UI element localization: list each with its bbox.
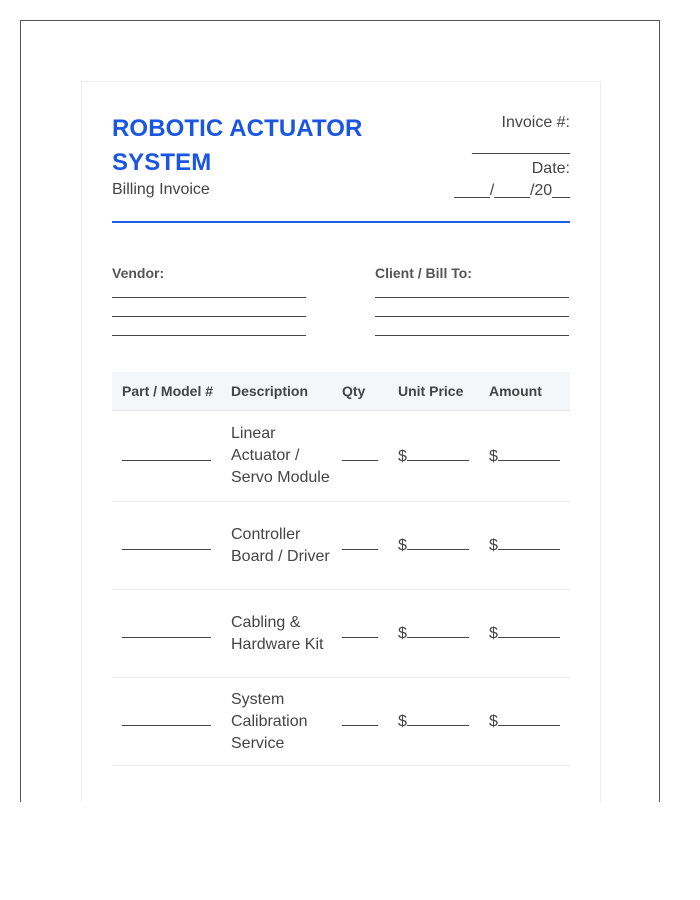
qty-cell <box>332 502 388 590</box>
amount-cell <box>479 411 570 502</box>
column-header: Description <box>221 372 332 411</box>
qty-cell <box>332 411 388 502</box>
description-cell: Cabling & Hardware Kit <box>221 590 332 678</box>
description-cell: Controller Board / Driver <box>221 502 332 590</box>
vendor-line-3 <box>112 335 306 336</box>
line-items-table <box>112 372 570 766</box>
unit-price-blank <box>407 445 469 461</box>
qty-cell <box>332 590 388 678</box>
invoice-number-field: ___________ <box>472 138 570 155</box>
invoice-header <box>112 112 570 223</box>
invoice-subtitle: Billing Invoice <box>112 181 210 198</box>
part-blank <box>122 622 211 638</box>
currency-symbol: $ <box>489 447 498 465</box>
vendor-block <box>112 265 308 354</box>
part-cell <box>112 502 221 590</box>
description-cell: System Calibration Service <box>221 678 332 766</box>
column-header: Unit Price <box>388 372 479 411</box>
unit-price-cell <box>388 411 479 502</box>
amount-blank <box>498 622 560 638</box>
table-row <box>112 411 570 502</box>
invoice-number-label: Invoice #: <box>501 114 570 131</box>
client-label: Client / Bill To: <box>375 265 472 281</box>
column-header: Qty <box>332 372 388 411</box>
client-block <box>375 265 571 354</box>
column-header: Amount <box>479 372 570 411</box>
description-cell: Linear Actuator / Servo Module <box>221 411 332 502</box>
qty-blank <box>342 710 378 726</box>
qty-blank <box>342 622 378 638</box>
table-row <box>112 502 570 590</box>
qty-cell <box>332 678 388 766</box>
currency-symbol: $ <box>398 713 407 730</box>
column-header: Part / Model # <box>112 372 221 411</box>
invoice-title: ROBOTIC ACTUATOR SYSTEM <box>112 115 363 176</box>
amount-blank <box>498 710 560 726</box>
currency-symbol: $ <box>489 625 498 642</box>
amount-blank <box>498 534 560 550</box>
qty-blank <box>342 445 378 461</box>
amount-cell <box>479 590 570 678</box>
unit-price-blank <box>407 622 469 638</box>
client-line-1 <box>375 297 569 298</box>
part-cell <box>112 590 221 678</box>
qty-blank <box>342 534 378 550</box>
vendor-line-2 <box>112 316 306 317</box>
unit-price-blank <box>407 534 469 550</box>
currency-symbol: $ <box>398 537 407 554</box>
unit-price-cell <box>388 502 479 590</box>
part-blank <box>122 445 211 461</box>
date-label: Date: <box>531 160 570 177</box>
part-cell <box>112 411 221 502</box>
unit-price-cell <box>388 590 479 678</box>
client-line-3 <box>375 335 569 336</box>
amount-cell <box>479 678 570 766</box>
currency-symbol: $ <box>398 447 407 465</box>
amount-blank <box>498 445 560 461</box>
vendor-line-1 <box>112 297 306 298</box>
part-cell <box>112 678 221 766</box>
currency-symbol: $ <box>489 713 498 730</box>
invoice-meta <box>430 112 570 202</box>
table-row <box>112 678 570 766</box>
amount-cell <box>479 502 570 590</box>
parties-section <box>112 265 570 345</box>
date-field: ____/____/20__ <box>454 182 570 199</box>
client-line-2 <box>375 316 569 317</box>
vendor-label: Vendor: <box>112 265 165 281</box>
part-blank <box>122 534 211 550</box>
table-row <box>112 590 570 678</box>
table-header-row <box>112 372 570 411</box>
unit-price-blank <box>407 710 469 726</box>
currency-symbol: $ <box>398 625 407 642</box>
part-blank <box>122 710 211 726</box>
unit-price-cell <box>388 678 479 766</box>
currency-symbol: $ <box>489 537 498 554</box>
